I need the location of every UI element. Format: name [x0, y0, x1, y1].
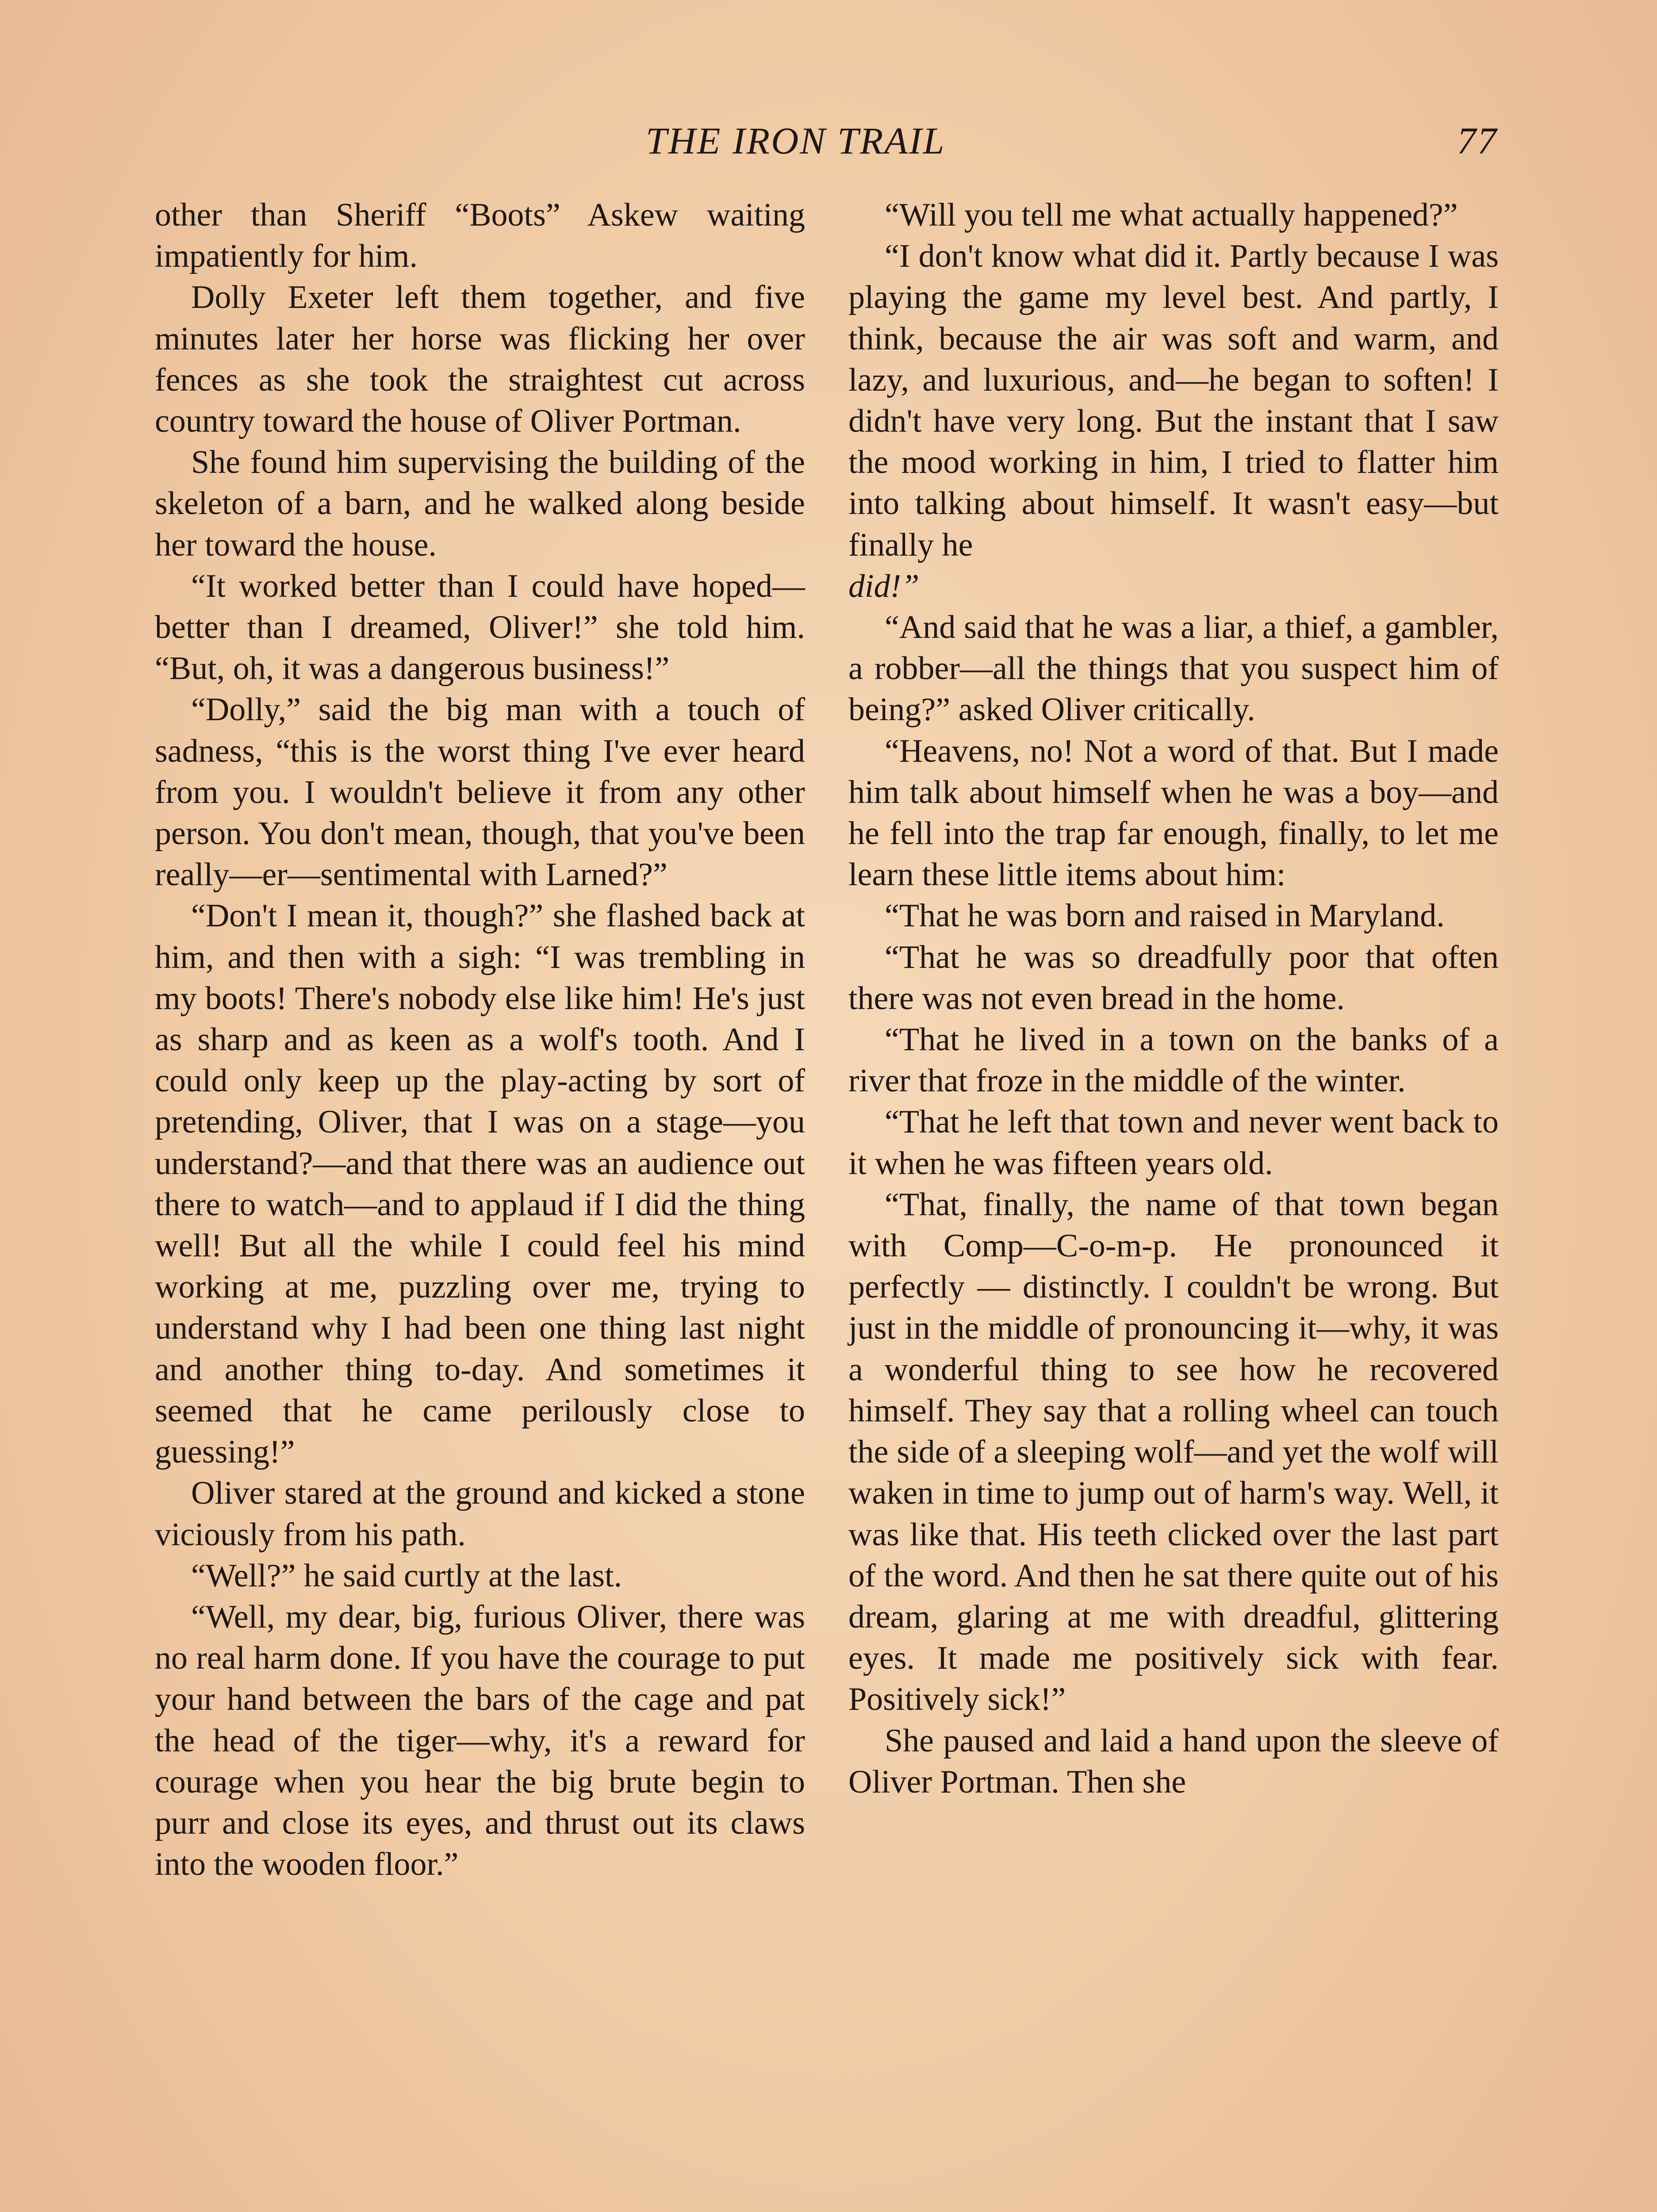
paragraph: “Well, my dear, big, furious Oliver, there was no real harm done. If you have the courage to put your hand between the bars of the cage and pat the head of the tiger—why, it's a reward for courage when you hear the big brute begin to purr and close its eyes, and thrust out its claws into the wooden floor.” [155, 1598, 805, 1883]
paragraph: “Well?” he said curtly at the last. [191, 1557, 622, 1594]
paragraph: She found him supervising the building of the skeleton of a barn, and he walked along beside her toward the house. [155, 444, 805, 563]
paragraph: “That he left that town and never went back to it when he was fifteen years old. [848, 1104, 1499, 1182]
paragraph: “That he was so dreadfully poor that often there was not even bread in the home. [848, 939, 1499, 1017]
paragraph: “That, finally, the name of that town began with Comp—C-o-m-p. He pronounced it perfectly — distinctly. I couldn't be wrong. But just in the middle of pronouncing it—why, it was a wonderful thing to see how he recovered himself. They say that a rolling wheel can touch the side of a sleeping wolf—and yet the wolf will waken in time to jump out of harm's way. Well, it was like that. His teeth clicked over the last part of the word. And then he sat there quite out of his dream, glaring at me with dreadful, glittering eyes. It made me positively sick with fear. Positively sick!” [848, 1186, 1499, 1718]
paragraph: “It worked better than I could have hoped—better than I dreamed, Oliver!” she told him. “But, oh, it was a dangerous business!” [155, 568, 805, 687]
paragraph: “Heavens, no! Not a word of that. But I made him talk about himself when he was a boy—and he fell into the trap far enough, finally, to let me learn these little items about him: [848, 733, 1499, 893]
paragraph: “I don't know what did it. Partly because I was playing the game my level best. And partly, I think, because the air was soft and warm, and lazy, and luxurious, and—he began to soften! I didn't have very long. But the instant that I saw the mood working in him, I tried to flatter him into talking about himself. It wasn't easy—but finally he [848, 238, 1499, 563]
paragraph: “That he lived in a town on the banks of a river that froze in the middle of the winter. [848, 1022, 1499, 1099]
left-column [155, 195, 805, 1885]
paragraph: other than Sheriff “Boots” Askew waiting impatiently for him. [155, 197, 805, 275]
paragraph-italic-end: did!” [848, 568, 920, 604]
running-title: THE IRON TRAIL [646, 119, 946, 162]
paragraph: She paused and laid a hand upon the sleeve of Oliver Portman. Then she [848, 1722, 1499, 1800]
paragraph: “Will you tell me what actually happened?” [885, 197, 1458, 233]
running-head [0, 119, 1657, 167]
right-column [848, 195, 1499, 1803]
paragraph: “And said that he was a liar, a thief, a gambler, a robber—all the things that you suspect him of being?” asked Oliver critically. [848, 609, 1499, 728]
paragraph: “Don't I mean it, though?” she flashed back at him, and then with a sigh: “I was trembling in my boots! There's nobody else like him! He's just as sharp and as keen as a wolf's tooth. And I could only keep up the play-acting by sort of pretending, Oliver, that I was on a stage—you understand?—and that there was an audience out there to watch—and to applaud if I did the thing well! But all the while I could feel his mind working at me, puzzling over me, trying to understand why I had been one thing last night and another thing to-day. And sometimes it seemed that he came perilously close to guessing!” [155, 898, 805, 1471]
paragraph: Dolly Exeter left them together, and five minutes later her horse was flicking her over fences as she took the straightest cut across country toward the house of Oliver Portman. [155, 279, 805, 440]
paragraph: “Dolly,” said the big man with a touch of sadness, “this is the worst thing I've ever heard from you. I wouldn't believe it from any other person. You don't mean, though, that you've been really—er—sentimental with Larned?” [155, 691, 805, 893]
paragraph: “That he was born and raised in Maryland. [885, 898, 1445, 934]
paragraph: Oliver stared at the ground and kicked a stone viciously from his path. [155, 1475, 805, 1553]
page-number: 77 [1457, 119, 1498, 162]
